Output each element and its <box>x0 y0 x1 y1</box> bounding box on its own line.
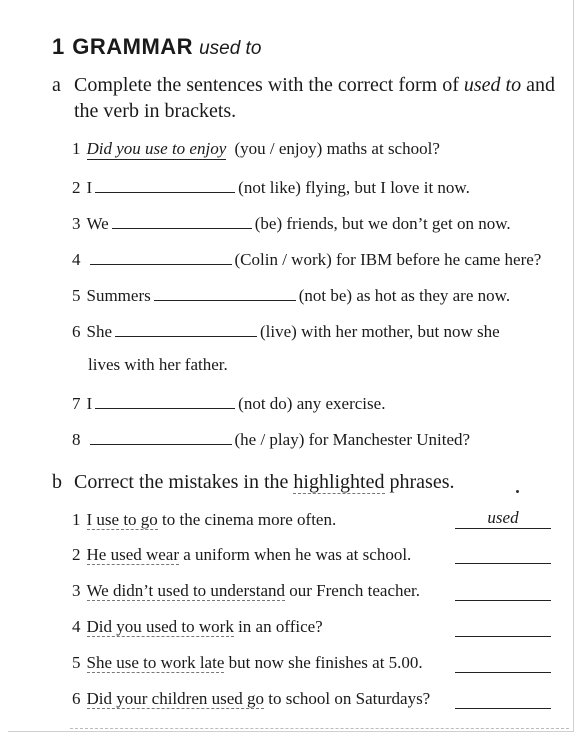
section-b-item-3 <box>72 581 420 601</box>
exercise-number: 1 <box>52 34 65 59</box>
section-b-item-5 <box>72 653 423 673</box>
item-text: (he / play) for Manchester United? <box>234 430 471 449</box>
topic-heading: used to <box>199 38 262 59</box>
instruction-text: Correct the mistakes in the <box>74 471 294 493</box>
item-number: 5 <box>72 286 81 305</box>
section-a-item-4 <box>72 247 541 270</box>
item-number: 6 <box>72 689 81 708</box>
section-a-letter: a <box>52 74 61 96</box>
item-subject: I <box>86 178 93 197</box>
item-number: 1 <box>72 510 81 529</box>
item-subject: She <box>86 322 112 341</box>
item-text: (not be) as hot as they are now. <box>298 286 511 305</box>
item-number: 3 <box>72 581 81 600</box>
item-subject: Summers <box>86 286 151 305</box>
item-number: 4 <box>72 250 81 269</box>
item-number: 8 <box>72 430 81 449</box>
highlighted-phrase: We didn’t used to understand <box>86 581 286 600</box>
answer-blank[interactable] <box>154 283 296 301</box>
answer-blank[interactable] <box>95 391 235 409</box>
item-number: 4 <box>72 617 81 636</box>
item-text: but now she finishes at 5.00. <box>224 653 423 672</box>
exercise-title <box>52 34 261 60</box>
answer-blank[interactable] <box>112 211 252 229</box>
speck-mark <box>516 490 519 493</box>
bottom-divider <box>70 728 569 729</box>
item-subject: I <box>86 394 93 413</box>
highlighted-phrase: He used wear <box>86 545 180 564</box>
instruction-highlight: highlighted <box>293 471 385 493</box>
highlighted-phrase: She use to work late <box>86 653 225 672</box>
section-b-item-6 <box>72 689 430 709</box>
highlighted-phrase: Did you used to work <box>86 617 234 636</box>
item-text: in an office? <box>233 617 323 636</box>
item-number: 5 <box>72 653 81 672</box>
section-a-item-6 <box>72 319 500 342</box>
item-text: a uniform when he was at school. <box>179 545 412 564</box>
instruction-text-end: and <box>521 74 555 96</box>
correction-blank[interactable] <box>455 543 551 564</box>
item-text: to school on Saturdays? <box>264 689 431 708</box>
item-number: 2 <box>72 178 81 197</box>
item-number: 7 <box>72 394 81 413</box>
item-subject: We <box>86 214 109 233</box>
section-a-item-6-continued: lives with her father. <box>88 355 228 374</box>
item-text: (you / enjoy) maths at school? <box>234 139 440 158</box>
item-number: 2 <box>72 545 81 564</box>
item-text: (Colin / work) for IBM before he came here? <box>234 250 542 269</box>
section-b-instruction <box>52 471 454 494</box>
item-number: 6 <box>72 322 81 341</box>
correction-blank[interactable] <box>455 580 551 601</box>
correction-blank[interactable] <box>455 616 551 637</box>
highlighted-phrase: I use to go <box>86 510 158 529</box>
answer-blank[interactable] <box>90 427 232 445</box>
instruction-text-end: phrases. <box>384 471 455 493</box>
item-text: to the cinema more often. <box>157 510 337 529</box>
section-a-item-7 <box>72 391 385 414</box>
section-b-item-4 <box>72 617 323 637</box>
section-b-letter: b <box>52 471 62 493</box>
correction-blank[interactable] <box>455 688 551 709</box>
section-a-item-2 <box>72 175 470 198</box>
example-answer: Did you use to enjoy <box>86 139 227 158</box>
instruction-italic: used to <box>463 74 522 96</box>
item-text: (not like) flying, but I love it now. <box>238 178 470 197</box>
item-text: our French teacher. <box>285 581 421 600</box>
correction-blank[interactable] <box>455 652 551 673</box>
item-number: 3 <box>72 214 81 233</box>
item-text: (be) friends, but we don’t get on now. <box>254 214 511 233</box>
section-a-item-1 <box>72 139 440 160</box>
grammar-heading: GRAMMAR <box>72 34 194 59</box>
section-b-item-2 <box>72 545 411 565</box>
section-a-instruction-line2: the verb in brackets. <box>74 100 237 122</box>
section-a-instruction <box>52 74 555 97</box>
item-text: (live) with her mother, but now she <box>260 322 500 341</box>
answer-blank[interactable] <box>90 247 232 265</box>
section-a-item-5 <box>72 283 510 306</box>
section-a-item-8 <box>72 427 470 450</box>
item-number: 1 <box>72 139 81 158</box>
answer-blank[interactable] <box>95 175 235 193</box>
instruction-text: Complete the sentences with the correct form of <box>74 74 464 96</box>
answer-blank[interactable] <box>115 319 257 337</box>
highlighted-phrase: Did your children used go <box>86 689 265 708</box>
section-b-item-1 <box>72 510 336 530</box>
section-a-item-3 <box>72 211 511 234</box>
correction-answer[interactable]: used <box>455 508 551 529</box>
item-text: (not do) any exercise. <box>238 394 386 413</box>
